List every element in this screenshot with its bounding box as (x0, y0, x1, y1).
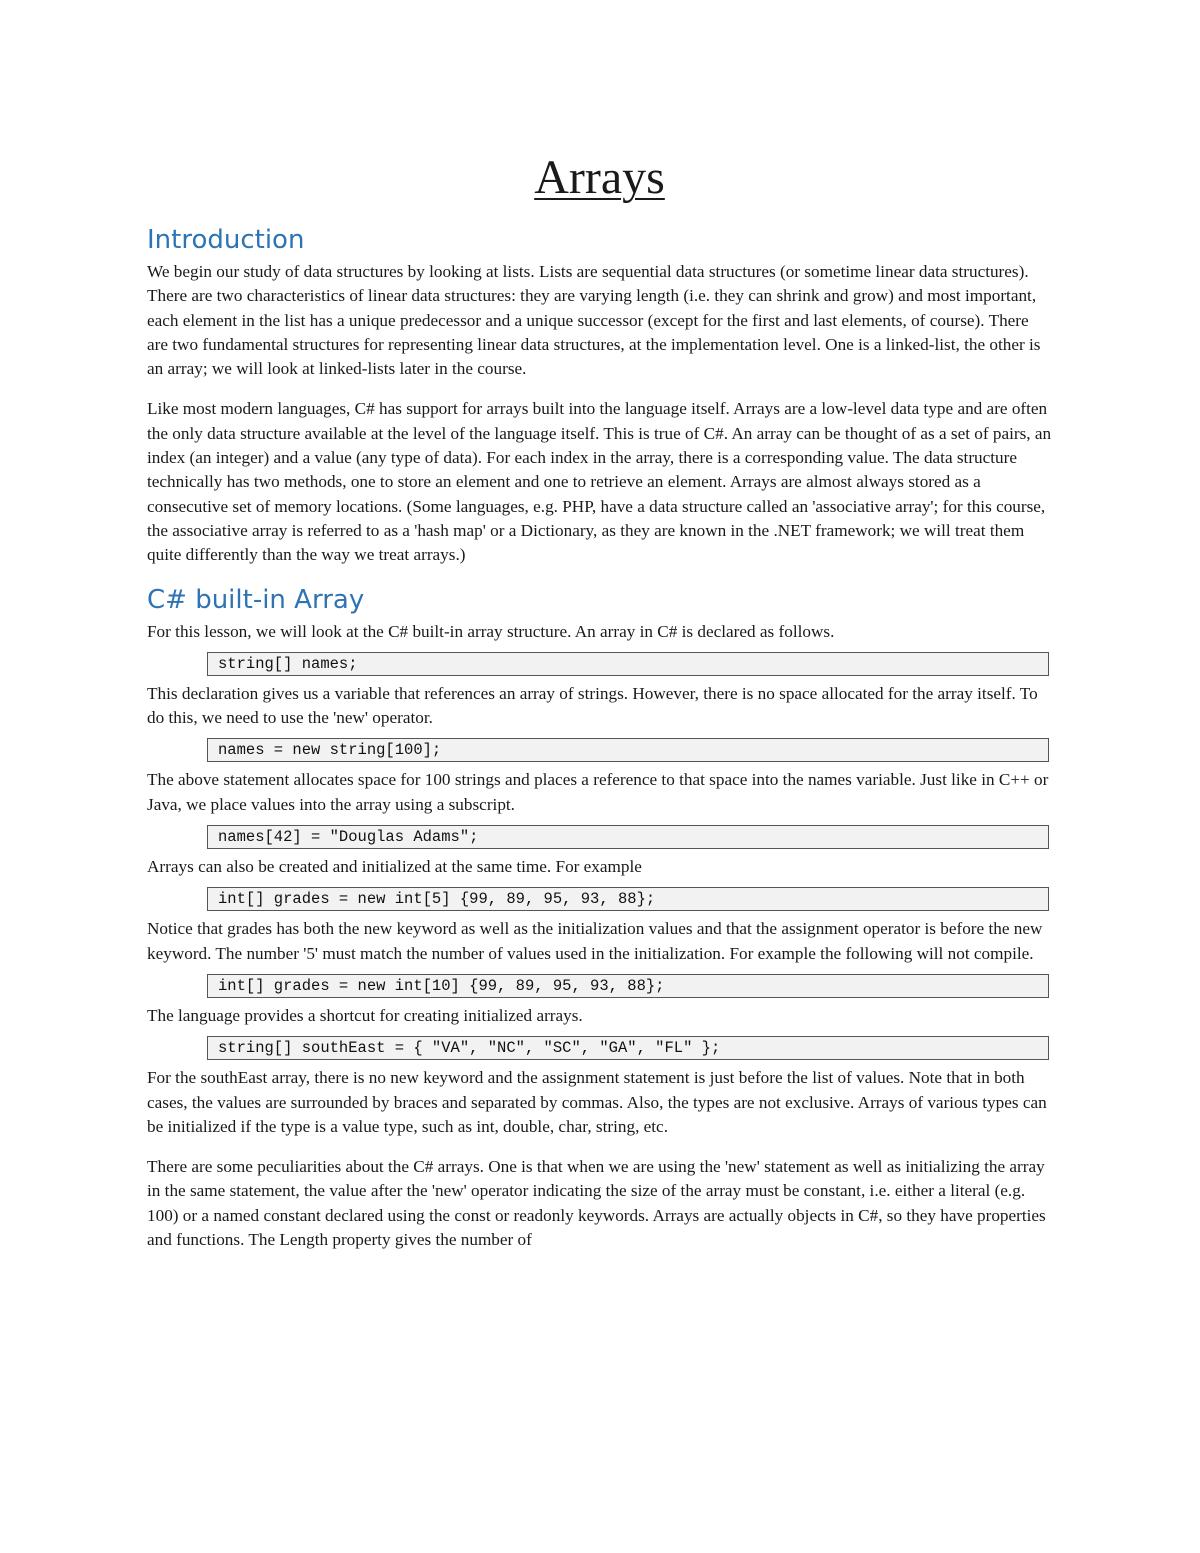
page-title (147, 150, 1052, 206)
paragraph-array-5: Notice that grades has both the new keyword as well as the initialization values and that the assignment operator is before the new keyword. The number '5' must match the number of values used in the initialization. For example the following will not compile. (147, 919, 1043, 963)
paragraph-array-3: The above statement allocates space for 100 strings and places a reference to that space into the names variable. Just like in C++ or Java, we place values into the array using a subscript. (147, 770, 1049, 814)
paragraph-array-4: Arrays can also be created and initialized at the same time. For example (147, 857, 642, 877)
code-block-subscript: names[42] = "Douglas Adams"; (207, 825, 1049, 849)
paragraph-array-8: There are some peculiarities about the C# arrays. One is that when we are using the 'new' statement as well as initializing the array in the same statement, the value after the 'new' operator indicating the size of the array must be constant, i.e. either a literal (e.g. 100) or a named constant declared using the const or readonly keywords. Arrays are actually objects in C#, so they have properties and functions. The Length property gives the number of (147, 1157, 1046, 1250)
paragraph-array-6: The language provides a shortcut for creating initialized arrays. (147, 1005, 583, 1025)
code-block-invalid: int[] grades = new int[10] {99, 89, 95, 93, 88}; (207, 974, 1049, 998)
document-page (147, 150, 1052, 1268)
paragraph-intro-2: Like most modern languages, C# has support for arrays built into the language itself. Arrays are a low-level data type and are often the only data structure available at the level of the language itself. This is true of C#. An array can be thought of as a set of pairs, an index (an integer) and a value (any type of data). For each index in the array, there is a corresponding value. The data structure technically has two methods, one to store an element and one to retrieve an element. Arrays are almost always stored as a consecutive set of memory locations. (Some languages, e.g. PHP, have a data structure called an 'associative array'; for this course, the associative array is referred to as a 'hash map' or a Dictionary, as they are known in the .NET framework; we will treat them quite differently than the way we treat arrays.) (147, 399, 1052, 565)
paragraph-array-7: For the southEast array, there is no new keyword and the assignment statement is just before the list of values. Note that in both cases, the values are surrounded by braces and separated by commas. Also, the types are not exclusive. Arrays of various types can be initialized if the type is a value type, such as int, double, char, string, etc. (147, 1068, 1047, 1136)
section-heading-csharp-array: C# built-in Array (147, 584, 365, 615)
paragraph-array-2: This declaration gives us a variable that references an array of strings. However, there is no space allocated for the array itself. To do this, we need to use the 'new' operator. (147, 683, 1038, 728)
page-title-text: Arrays (534, 151, 665, 204)
code-block-declaration: string[] names; (207, 652, 1049, 676)
code-block-allocation: names = new string[100]; (207, 738, 1049, 762)
code-block-shortcut: string[] southEast = { "VA", "NC", "SC", "GA", "FL" }; (207, 1036, 1049, 1060)
code-block-initialized: int[] grades = new int[5] {99, 89, 95, 93, 88}; (207, 887, 1049, 911)
paragraph-intro-1: We begin our study of data structures by looking at lists. Lists are sequential data structures (or sometime linear data structures). There are two characteristics of linear data structures: they are varying length (i.e. they can shrink and grow) and most important, each element in the list has a unique predecessor and a unique successor (except for the first and last elements, of course). There are two fundamental structures for representing linear data structures, at the implementation level. One is a linked-list, the other is an array; we will look at linked-lists later in the course. (147, 262, 1041, 379)
section-heading-introduction: Introduction (147, 225, 305, 255)
paragraph-array-1: For this lesson, we will look at the C# built-in array structure. An array in C# is declared as follows. (147, 621, 835, 641)
